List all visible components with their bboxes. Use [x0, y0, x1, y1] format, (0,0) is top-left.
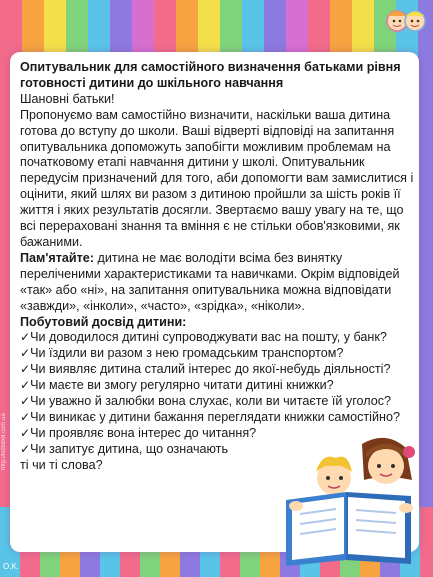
check-icon: ✓ [20, 378, 31, 393]
remember-paragraph [20, 251, 416, 315]
question-item: ✓Чи проявляє вона інтерес до читання? [20, 425, 257, 440]
kids-faces-icon [384, 6, 428, 34]
question-item: ✓Чи виникає у дитини бажання переглядати книжки самостійно? [20, 409, 400, 424]
question-item: ✓Чи маєте ви змогу регулярно читати дитині книжки? [20, 378, 334, 393]
check-icon: ✓ [20, 441, 31, 456]
question-item: ✓Чи виявляє дитина сталий інтерес до якої-небудь діяльності? [20, 362, 391, 377]
corner-label: O.K. [3, 562, 20, 571]
intro-paragraph: Пропонуємо вам самостійно визначити, наскільки ваша дитина готова до вступу до школи. Ваші відверті відповіді на запитання опитувальника допоможуть запобігти можливим проблемам на початковому етапі навчання дитини у школі. Опитувальник передусім призначений для того, аби допомогти вам замислитися і оцінити, який шлях ви разом з дитиною пройшли за шість років її життя і яких результатів досягли. Звертаємо вашу увагу на те, що всі перераховані знання та вміння є не стільки обов'язковими, як бажаними. [20, 107, 414, 249]
check-icon: ✓ [20, 330, 31, 345]
children-reading-book-illustration [266, 430, 426, 570]
question-item-continuation: ті чи ті слова? [20, 457, 103, 472]
greeting: Шановні батьки! [20, 91, 115, 106]
check-icon: ✓ [20, 425, 31, 440]
question-item: ✓Чи запитує дитина, що означають [20, 441, 229, 456]
question-item: ✓Чи уважно й залюбки вона слухає, коли ви читаєте їй уголос? [20, 394, 392, 409]
question-item: ✓Чи доводилося дитині супроводжувати вас на пошту, у банк? [20, 330, 387, 345]
remember-label: Пам'ятайте: [20, 250, 94, 265]
remember-text: дитина не має володіти всіма без винятку переліченими характеристиками та навичками. Окрім відповідей «так» або «ні», на запитання опитувальника можна відповідати «завжди», «інколи», «часто», «зрідка», «ніколи». [20, 250, 400, 313]
question-item: ✓Чи їздили ви разом з нею громадським транспортом? [20, 346, 344, 361]
document-title: Опитувальник для самостійного визначення батьками рівня готовності дитини до шкільного навчання [20, 60, 401, 90]
check-icon: ✓ [20, 394, 31, 409]
watermark-url: http://kids8x8.com.ua [1, 413, 7, 470]
document-content [20, 60, 416, 474]
check-icon: ✓ [20, 362, 31, 377]
section-title: Побутовий досвід дитини: [20, 314, 187, 329]
check-icon: ✓ [20, 409, 31, 424]
check-icon: ✓ [20, 346, 31, 361]
